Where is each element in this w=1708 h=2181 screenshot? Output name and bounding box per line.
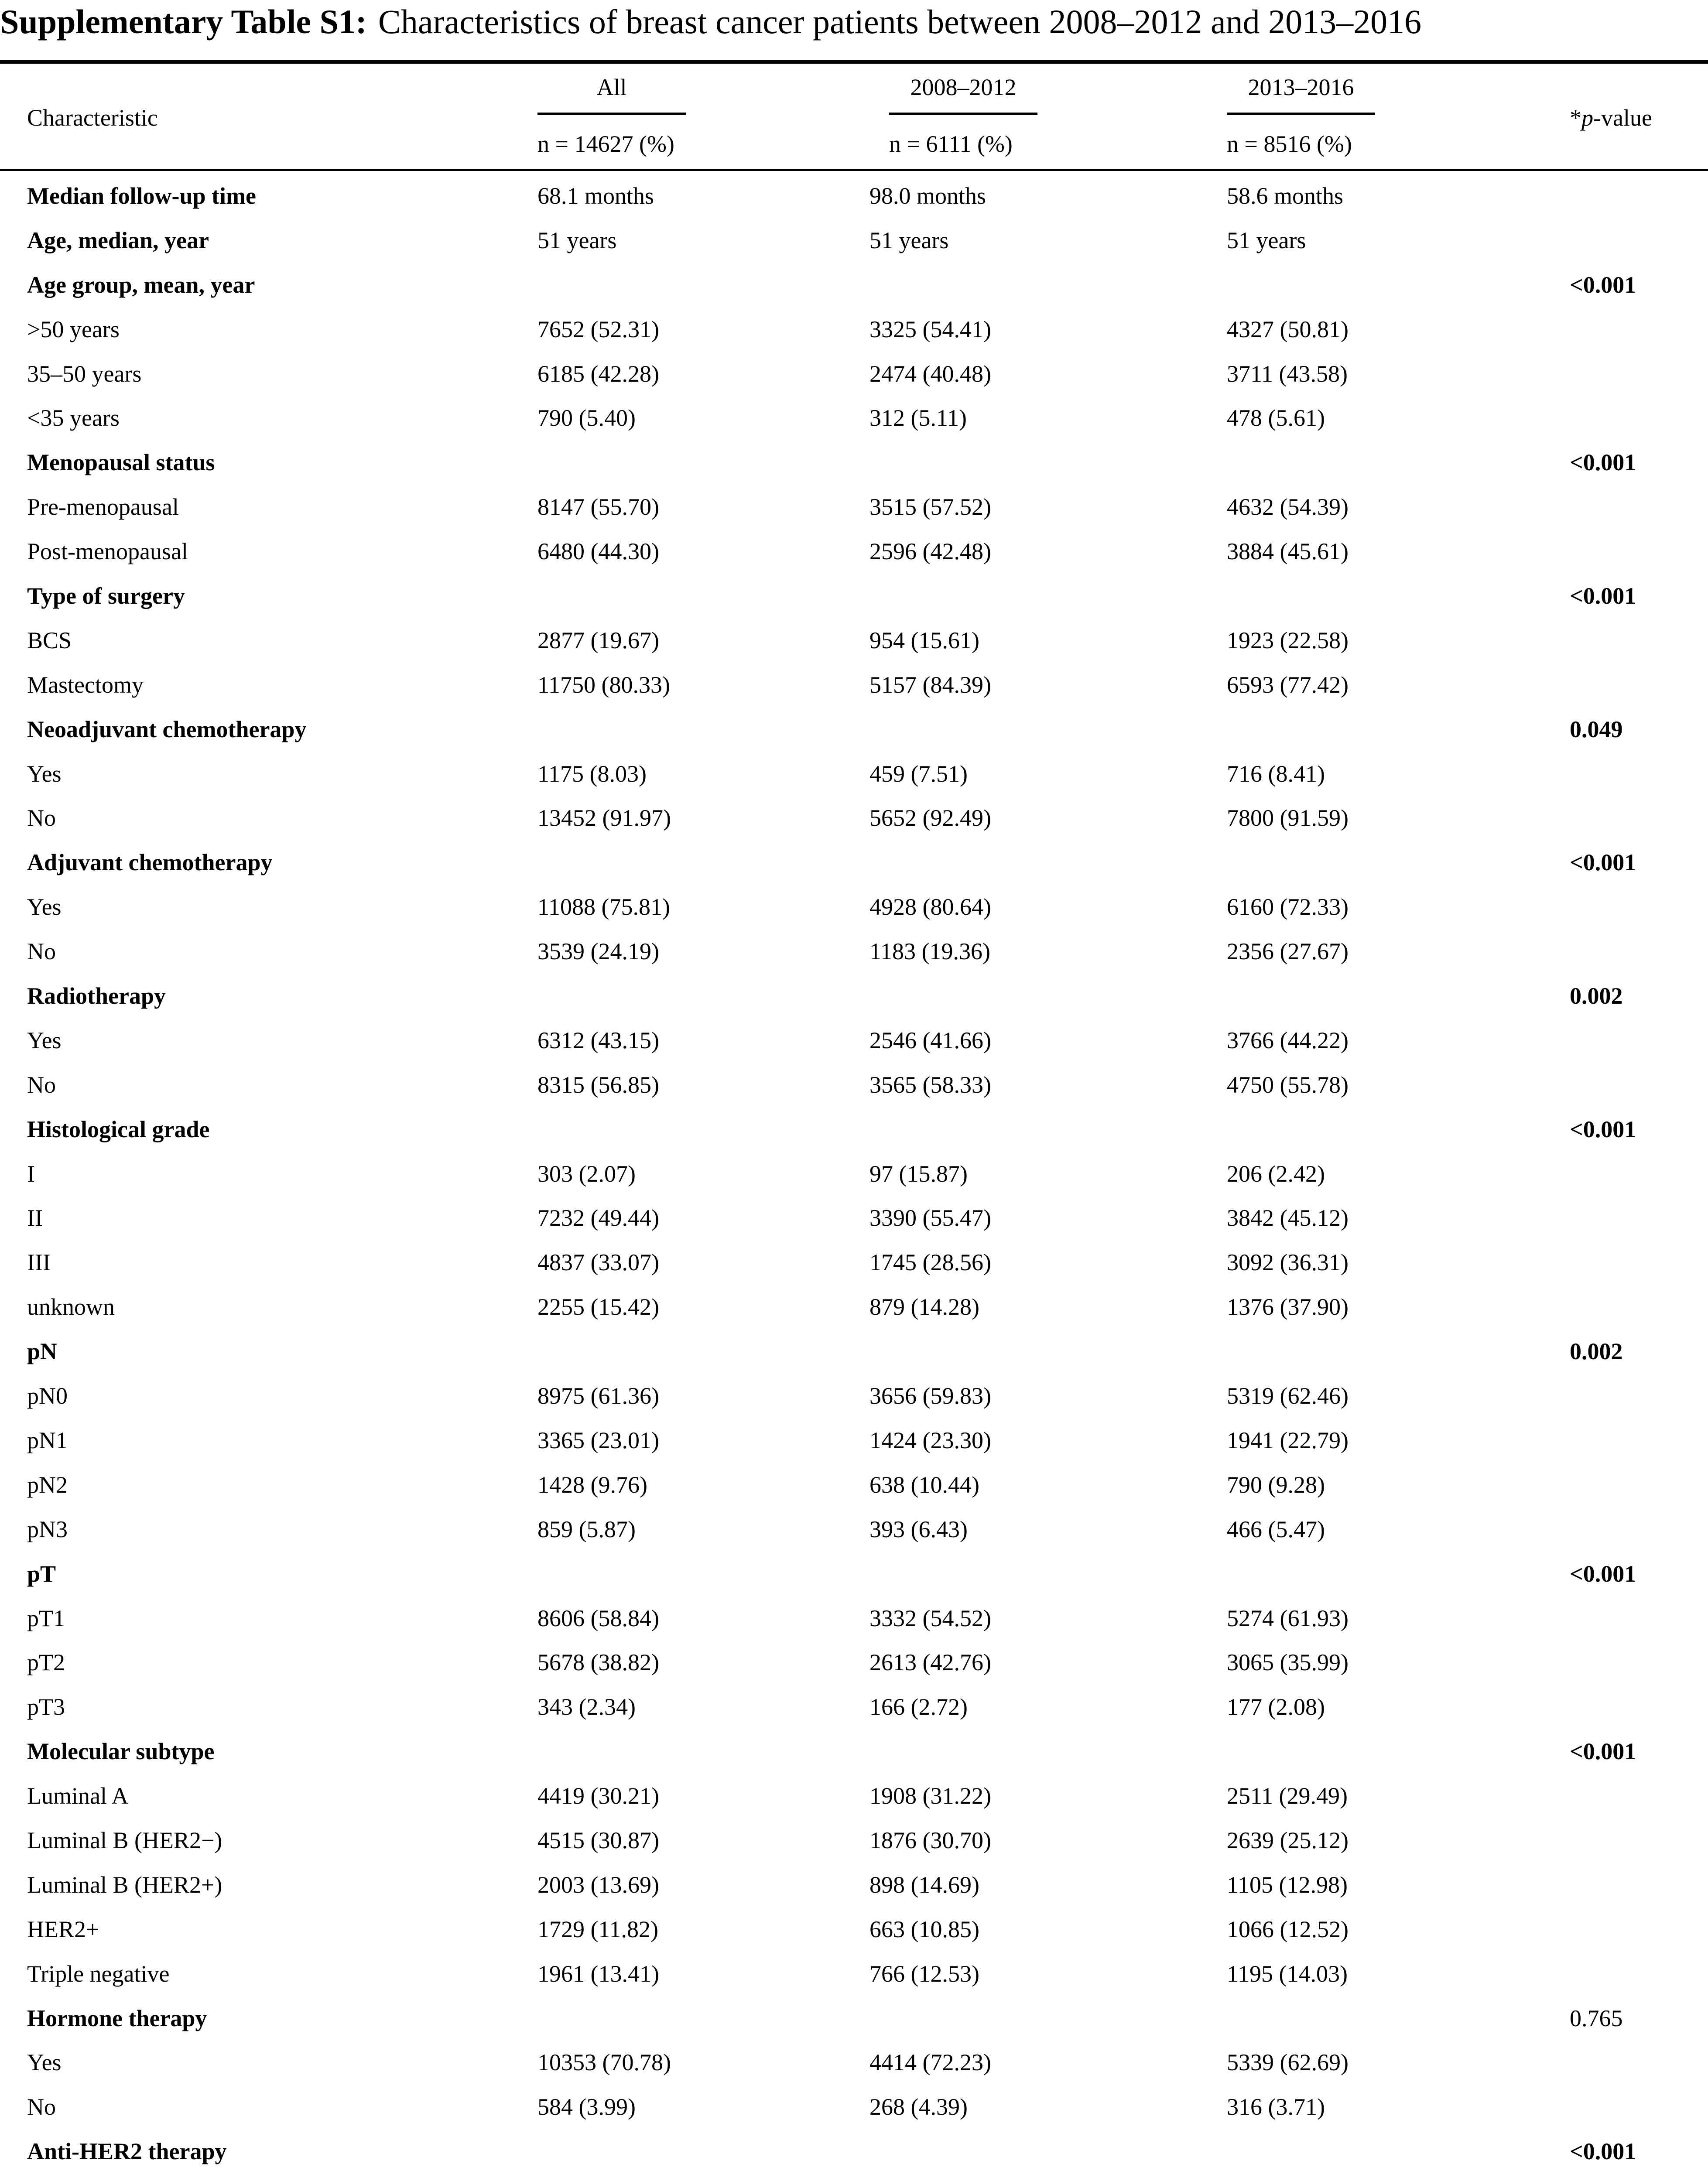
row-label: Median follow-up time [27,183,256,209]
row-label: Yes [27,1027,62,1053]
cell-all: 4419 (30.21) [537,1783,659,1809]
row-label: Adjuvant chemotherapy [27,849,273,876]
cell-2008-2012: 4414 (72.23) [869,2049,991,2076]
table-row [0,1063,1708,1107]
pvalue-suffix: -value [1593,105,1652,131]
cell-2013-2016: 4327 (50.81) [1227,316,1349,342]
cell-p-value: <0.001 [1570,271,1636,298]
header-group-n: n = 14627 (%) [537,131,674,157]
row-label: pT1 [27,1605,65,1631]
section-row [0,840,1708,885]
row-label: II [27,1205,43,1231]
cell-2008-2012: 898 (14.69) [869,1871,979,1898]
row-label: pT [27,1560,56,1587]
header-p-value [1570,105,1652,131]
row-label: Neoadjuvant chemotherapy [27,716,307,742]
header-rule [0,169,1708,171]
section-row [0,174,1708,218]
cell-2008-2012: 2474 (40.48) [869,360,991,387]
cell-2008-2012: 1183 (19.36) [869,938,990,965]
header-group-underline [1227,113,1375,115]
cell-2013-2016: 790 (9.28) [1227,1471,1325,1498]
row-label: >50 years [27,316,120,342]
cell-2013-2016: 1195 (14.03) [1227,1960,1348,1987]
cell-all: 584 (3.99) [537,2094,636,2120]
cell-all: 8315 (56.85) [537,1071,659,1098]
table-row [0,1196,1708,1240]
cell-all: 2003 (13.69) [537,1871,659,1898]
table-row [0,1596,1708,1641]
cell-all: 303 (2.07) [537,1160,636,1187]
table-row [0,1640,1708,1685]
table-row [0,307,1708,352]
cell-2013-2016: 6160 (72.33) [1227,894,1349,920]
cell-2008-2012: 5157 (84.39) [869,671,991,698]
table-row [0,1018,1708,1063]
cell-all: 343 (2.34) [537,1694,636,1720]
table-row [0,2040,1708,2085]
cell-all: 7232 (49.44) [537,1205,659,1231]
row-label: I [27,1160,35,1187]
row-label: pN3 [27,1516,68,1542]
cell-all: 2255 (15.42) [537,1294,659,1320]
cell-p-value: <0.001 [1570,449,1636,476]
section-row [0,707,1708,752]
cell-2008-2012: 3390 (55.47) [869,1205,991,1231]
cell-all: 790 (5.40) [537,405,636,431]
cell-2008-2012: 1745 (28.56) [869,1249,991,1276]
section-row [0,2129,1708,2174]
cell-all: 6185 (42.28) [537,360,659,387]
cell-all: 6312 (43.15) [537,1027,659,1053]
cell-2008-2012: 97 (15.87) [869,1160,968,1187]
row-label: Molecular subtype [27,1738,215,1765]
header-group-2008-2012 [889,74,1037,157]
pvalue-prefix: * [1570,105,1581,131]
table-row [0,1774,1708,1818]
cell-2013-2016: 1941 (22.79) [1227,1427,1349,1453]
section-row [0,1329,1708,1374]
cell-2013-2016: 716 (8.41) [1227,760,1325,787]
cell-2013-2016: 177 (2.08) [1227,1694,1325,1720]
row-label: pT2 [27,1649,65,1676]
row-label: BCS [27,627,72,653]
row-label: HER2+ [27,1916,99,1942]
cell-2008-2012: 1876 (30.70) [869,1827,991,1853]
row-label: pN2 [27,1471,68,1498]
cell-2013-2016: 3884 (45.61) [1227,538,1349,565]
row-label: Luminal A [27,1783,129,1809]
cell-2008-2012: 51 years [869,227,949,253]
cell-2008-2012: 3325 (54.41) [869,316,991,342]
table-row [0,1818,1708,1863]
cell-all: 5678 (38.82) [537,1649,659,1676]
cell-2013-2016: 51 years [1227,227,1306,253]
cell-2013-2016: 6593 (77.42) [1227,671,1349,698]
row-label: III [27,1249,51,1276]
cell-p-value: 0.002 [1570,983,1623,1009]
section-row [0,1552,1708,1596]
cell-2008-2012: 3565 (58.33) [869,1071,991,1098]
cell-2008-2012: 312 (5.11) [869,405,967,431]
row-label: Yes [27,760,62,787]
cell-all: 11750 (80.33) [537,671,670,698]
cell-all: 4515 (30.87) [537,1827,659,1853]
row-label: No [27,805,56,831]
header-group-n: n = 6111 (%) [889,131,1013,157]
cell-p-value: <0.001 [1570,849,1636,876]
section-row [0,440,1708,485]
cell-all: 68.1 months [537,183,654,209]
table-row [0,929,1708,974]
cell-2008-2012: 954 (15.61) [869,627,979,653]
cell-p-value: <0.001 [1570,1738,1636,1765]
header-group-all [537,74,686,157]
cell-all: 8147 (55.70) [537,494,659,520]
cell-2008-2012: 393 (6.43) [869,1516,968,1542]
header-group-underline [537,113,686,115]
cell-2008-2012: 2596 (42.48) [869,538,991,565]
row-label: pN [27,1338,58,1365]
table-row [0,1907,1708,1952]
cell-2008-2012: 4928 (80.64) [869,894,991,920]
row-label: No [27,2094,56,2120]
cell-2013-2016: 478 (5.61) [1227,405,1325,431]
caption-label: Supplementary Table S1: [0,3,367,41]
section-row [0,1107,1708,1152]
row-label: Luminal B (HER2+) [27,1871,222,1898]
table-row [0,796,1708,840]
table-row [0,1152,1708,1196]
row-label: No [27,1071,56,1098]
row-label: Age group, mean, year [27,271,255,298]
row-label: No [27,938,56,965]
row-label: pT3 [27,1694,65,1720]
table-row [0,1863,1708,1907]
cell-all: 4837 (33.07) [537,1249,659,1276]
cell-2008-2012: 2546 (41.66) [869,1027,991,1053]
row-label: pN0 [27,1383,68,1409]
header-characteristic: Characteristic [27,105,158,131]
row-label: Age, median, year [27,227,209,253]
row-label: Pre-menopausal [27,494,179,520]
header-group-underline [889,113,1037,115]
cell-2013-2016: 4632 (54.39) [1227,494,1349,520]
cell-p-value: 0.765 [1570,2005,1623,2031]
cell-2008-2012: 3656 (59.83) [869,1383,991,1409]
cell-2008-2012: 98.0 months [869,183,986,209]
table-row [0,1240,1708,1285]
cell-2013-2016: 7800 (91.59) [1227,805,1349,831]
cell-p-value: 0.049 [1570,716,1623,742]
table-row [0,485,1708,529]
cell-p-value: <0.001 [1570,1116,1636,1142]
row-label: Histological grade [27,1116,210,1142]
cell-2008-2012: 268 (4.39) [869,2094,968,2120]
cell-2008-2012: 3515 (57.52) [869,494,991,520]
cell-2013-2016: 1376 (37.90) [1227,1294,1349,1320]
section-row [0,574,1708,618]
caption-title: Characteristics of breast cancer patients between 2008–2012 and 2013–2016 [378,3,1422,41]
section-row [0,974,1708,1018]
cell-all: 1428 (9.76) [537,1471,647,1498]
cell-p-value: <0.001 [1570,1560,1636,1587]
table-row [0,1463,1708,1507]
row-label: Luminal B (HER2−) [27,1827,222,1853]
row-label: 35–50 years [27,360,142,387]
table-row [0,396,1708,440]
header-group-name: 2013–2016 [1248,74,1354,100]
cell-all: 11088 (75.81) [537,894,670,920]
cell-2013-2016: 2639 (25.12) [1227,1827,1349,1853]
cell-2013-2016: 466 (5.47) [1227,1516,1325,1542]
cell-all: 51 years [537,227,617,253]
cell-2013-2016: 1923 (22.58) [1227,627,1349,653]
cell-all: 8975 (61.36) [537,1383,659,1409]
table-row [0,1374,1708,1418]
cell-2008-2012: 766 (12.53) [869,1960,979,1987]
cell-p-value: <0.001 [1570,583,1636,609]
cell-2013-2016: 5339 (62.69) [1227,2049,1349,2076]
cell-all: 6480 (44.30) [537,538,659,565]
row-label: Yes [27,2049,62,2076]
cell-2013-2016: 5319 (62.46) [1227,1383,1349,1409]
row-label: Type of surgery [27,583,185,609]
cell-2013-2016: 5274 (61.93) [1227,1605,1349,1631]
cell-2008-2012: 879 (14.28) [869,1294,979,1320]
table-row [0,752,1708,796]
cell-2008-2012: 638 (10.44) [869,1471,979,1498]
row-label: unknown [27,1294,115,1320]
row-label: Triple negative [27,1960,170,1987]
cell-2008-2012: 459 (7.51) [869,760,968,787]
table-caption [0,0,1708,44]
cell-all: 859 (5.87) [537,1516,636,1542]
cell-2008-2012: 166 (2.72) [869,1694,968,1720]
table-row [0,1685,1708,1729]
cell-2013-2016: 3711 (43.58) [1227,360,1348,387]
table-body [0,174,1708,2181]
cell-2008-2012: 663 (10.85) [869,1916,979,1942]
header-group-n: n = 8516 (%) [1227,131,1352,157]
cell-all: 10353 (70.78) [537,2049,671,2076]
cell-p-value: 0.002 [1570,1338,1623,1365]
cell-2013-2016: 58.6 months [1227,183,1344,209]
cell-2013-2016: 2356 (27.67) [1227,938,1349,965]
header-group-2013-2016 [1227,74,1375,157]
pvalue-italic: p [1581,105,1593,131]
row-label: Hormone therapy [27,2005,207,2031]
cell-all: 3365 (23.01) [537,1427,659,1453]
cell-2013-2016: 3092 (36.31) [1227,1249,1349,1276]
table-row [0,663,1708,707]
cell-all: 3539 (24.19) [537,938,659,965]
cell-all: 2877 (19.67) [537,627,659,653]
cell-2013-2016: 2511 (29.49) [1227,1783,1348,1809]
cell-2013-2016: 1105 (12.98) [1227,1871,1348,1898]
cell-all: 1961 (13.41) [537,1960,659,1987]
cell-all: 7652 (52.31) [537,316,659,342]
cell-2013-2016: 3766 (44.22) [1227,1027,1349,1053]
cell-2008-2012: 3332 (54.52) [869,1605,991,1631]
section-row [0,263,1708,307]
cell-all: 1729 (11.82) [537,1916,658,1942]
table-row [0,352,1708,396]
row-label: Post-menopausal [27,538,188,565]
cell-all: 8606 (58.84) [537,1605,659,1631]
top-rule [0,60,1708,64]
table-row [0,1285,1708,1329]
cell-p-value: <0.001 [1570,2138,1636,2165]
table-row [0,2085,1708,2129]
table-row [0,1418,1708,1463]
row-label: pN1 [27,1427,68,1453]
cell-2008-2012: 1908 (31.22) [869,1783,991,1809]
table-row [0,529,1708,574]
row-label: <35 years [27,405,120,431]
row-label: Radiotherapy [27,983,166,1009]
section-row [0,1729,1708,1774]
cell-2013-2016: 4750 (55.78) [1227,1071,1349,1098]
cell-2013-2016: 1066 (12.52) [1227,1916,1349,1942]
row-label: Mastectomy [27,671,144,698]
cell-2008-2012: 5652 (92.49) [869,805,991,831]
row-label: Menopausal status [27,449,215,476]
cell-all: 13452 (91.97) [537,805,671,831]
header-group-name: 2008–2012 [910,74,1017,100]
cell-all: 1175 (8.03) [537,760,647,787]
cell-2013-2016: 206 (2.42) [1227,1160,1325,1187]
cell-2008-2012: 2613 (42.76) [869,1649,991,1676]
row-label: Anti-HER2 therapy [27,2138,227,2165]
header-group-name: All [596,74,627,100]
cell-2013-2016: 3065 (35.99) [1227,1649,1349,1676]
section-row [0,1996,1708,2041]
table-row [0,885,1708,929]
section-row [0,218,1708,263]
table-row [0,618,1708,663]
cell-2013-2016: 3842 (45.12) [1227,1205,1349,1231]
table-row [0,2174,1708,2181]
table-row [0,1952,1708,1996]
table-row [0,1507,1708,1552]
cell-2013-2016: 316 (3.71) [1227,2094,1325,2120]
cell-2008-2012: 1424 (23.30) [869,1427,991,1453]
row-label: Yes [27,894,62,920]
